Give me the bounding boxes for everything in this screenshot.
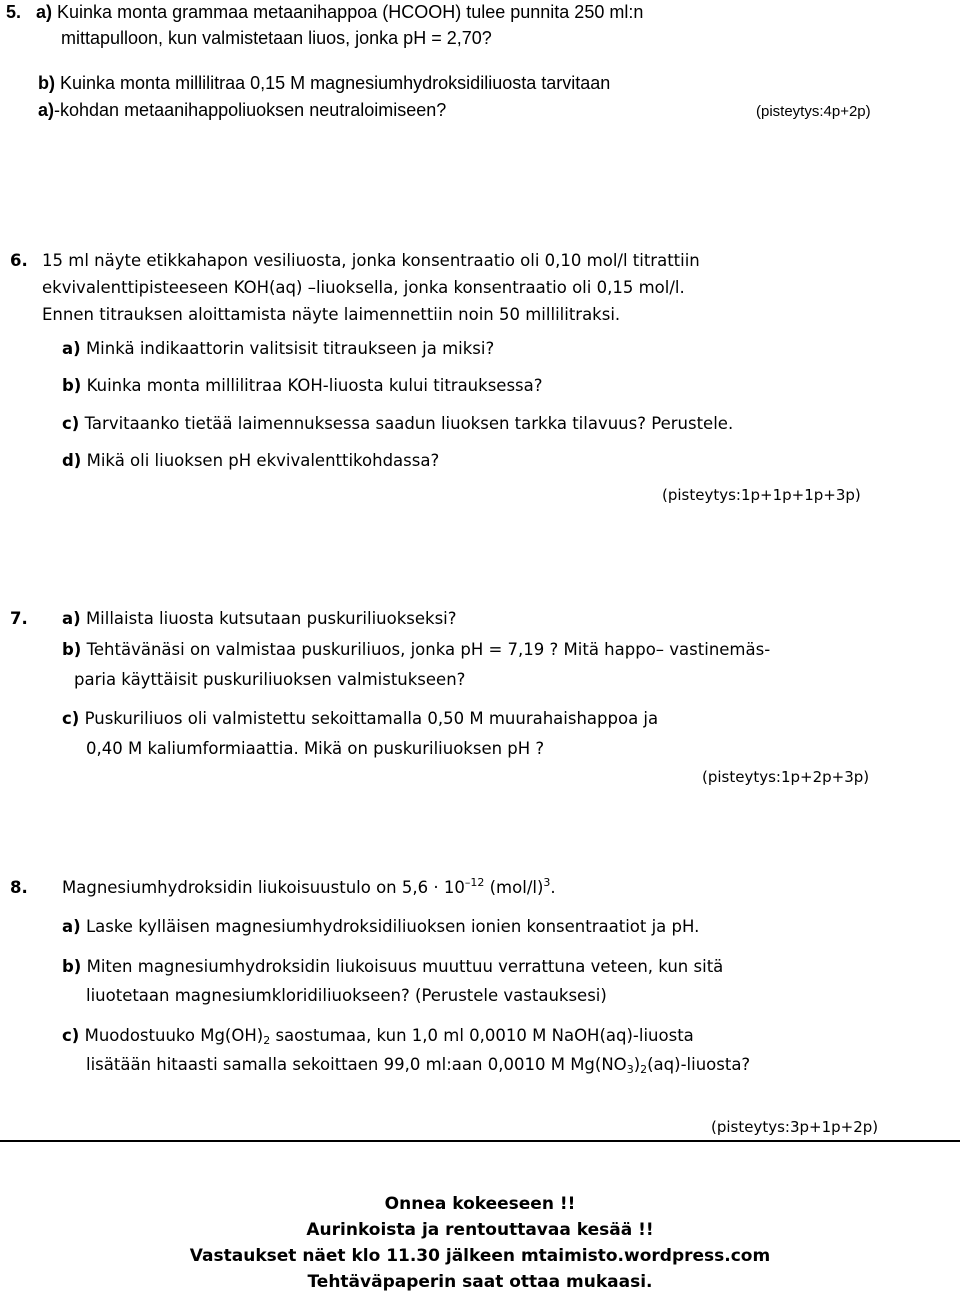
subquestion-label: a) xyxy=(38,100,55,120)
footer-line-answers: Vastaukset näet klo 11.30 jälkeen mtaimisto.wordpress.com xyxy=(189,1246,771,1266)
footer-line-summer: Aurinkoista ja rentouttavaa kesää !! xyxy=(306,1220,654,1240)
question-text: Puskuriliuos oli valmistettu sekoittamalla 0,50 M muurahaishappoa ja xyxy=(84,709,659,728)
question-number: 5. xyxy=(6,2,22,22)
subquestion-label: b) xyxy=(62,640,82,659)
question-text: -kohdan metaanihappoliuoksen neutraloimiseen? xyxy=(54,100,447,120)
subquestion-label: a) xyxy=(62,917,81,936)
subquestion-label: b) xyxy=(62,957,82,976)
question-text: 15 ml näyte etikkahapon vesiliuosta, jonka konsentraatio oli 0,10 mol/l titrattiin xyxy=(42,251,700,270)
question-text: Kuinka monta millilitraa KOH-liuosta kului titrauksessa? xyxy=(86,376,543,395)
score-note: (pisteytys:1p+1p+1p+3p) xyxy=(662,486,861,504)
subquestion-label: d) xyxy=(62,451,82,470)
score-note: (pisteytys:4p+2p) xyxy=(756,103,871,120)
question-text: Kuinka monta millilitraa 0,15 M magnesiumhydroksidiliuosta tarvitaan xyxy=(60,73,611,93)
question-number: 7. xyxy=(10,609,28,628)
question-text: Millaista liuosta kutsutaan puskuriliuokseksi? xyxy=(85,609,457,628)
question-text: Tarvitaanko tietää laimennuksessa saadun liuoksen tarkka tilavuus? Perustele. xyxy=(84,414,734,433)
sentence-end: . xyxy=(550,878,556,897)
subscript: 3 xyxy=(626,1063,634,1076)
unit-exponent: 3 xyxy=(543,876,551,889)
question-text: saostumaa, kun 1,0 ml 0,0010 M NaOH(aq)-liuosta xyxy=(270,1026,694,1045)
question-text: Laske kylläisen magnesiumhydroksidiliuoksen ionien konsentraatiot ja pH. xyxy=(85,917,700,936)
question-text: Ennen titrauksen aloittamista näyte laimennettiin noin 50 millilitraksi. xyxy=(42,305,621,324)
question-text: Magnesiumhydroksidin liukoisuustulo on 5,6 xyxy=(62,878,429,897)
question-text: paria käyttäisit puskuriliuoksen valmistukseen? xyxy=(74,670,466,689)
question-text: lisätään hitaasti samalla sekoittaen 99,0 ml:aan 0,0010 M Mg(NO xyxy=(86,1055,627,1074)
power-base: 10 xyxy=(443,878,465,897)
score-note: (pisteytys:3p+1p+2p) xyxy=(711,1118,879,1136)
question-text: Mikä oli liuoksen pH ekvivalenttikohdassa? xyxy=(86,451,440,470)
subquestion-label: a) xyxy=(62,609,81,628)
subquestion-label: a) xyxy=(62,339,81,358)
horizontal-rule xyxy=(0,1140,960,1142)
question-text: mittapulloon, kun valmistetaan liuos, jonka pH = 2,70? xyxy=(61,28,492,48)
question-text: ) xyxy=(633,1055,641,1074)
subscript: 2 xyxy=(640,1063,648,1076)
score-note: (pisteytys:1p+2p+3p) xyxy=(702,768,870,786)
subquestion-label: c) xyxy=(62,1026,80,1045)
subquestion-label: c) xyxy=(62,414,80,433)
question-text: Minkä indikaattorin valitsisit titraukseen ja miksi? xyxy=(85,339,495,358)
subquestion-label: b) xyxy=(62,376,82,395)
question-text: Kuinka monta grammaa metaanihappoa (HCOOH) tulee punnita 250 ml:n xyxy=(57,2,644,22)
question-text: Muodostuuko Mg(OH) xyxy=(84,1026,264,1045)
question-text: ekvivalenttipisteeseen KOH(aq) –liuoksella, jonka konsentraatio oli 0,15 mol/l. xyxy=(42,278,685,297)
footer-line-take-paper: Tehtäväpaperin saat ottaa mukaasi. xyxy=(307,1272,653,1292)
subquestion-label: c) xyxy=(62,709,80,728)
multiplication-dot: · xyxy=(433,878,439,897)
subquestion-label: b) xyxy=(38,73,55,93)
question-text: liuotetaan magnesiumkloridiliuokseen? (Perustele vastauksesi) xyxy=(86,986,607,1005)
unit: (mol/l) xyxy=(489,878,544,897)
question-text: (aq)-liuosta? xyxy=(647,1055,751,1074)
subquestion-label: a) xyxy=(36,2,53,22)
question-text: Miten magnesiumhydroksidin liukoisuus muuttuu verrattuna veteen, kun sitä xyxy=(86,957,724,976)
exponent: –12 xyxy=(464,876,485,889)
question-text: Tehtävänäsi on valmistaa puskuriliuos, jonka pH = 7,19 ? Mitä happo– vastinemäs- xyxy=(86,640,771,659)
question-text: 0,40 M kaliumformiaattia. Mikä on puskuriliuoksen pH ? xyxy=(86,739,545,758)
question-number: 8. xyxy=(10,878,28,897)
footer-line-good-luck: Onnea kokeeseen !! xyxy=(384,1194,576,1214)
question-number: 6. xyxy=(10,251,28,270)
subscript: 2 xyxy=(263,1034,271,1047)
